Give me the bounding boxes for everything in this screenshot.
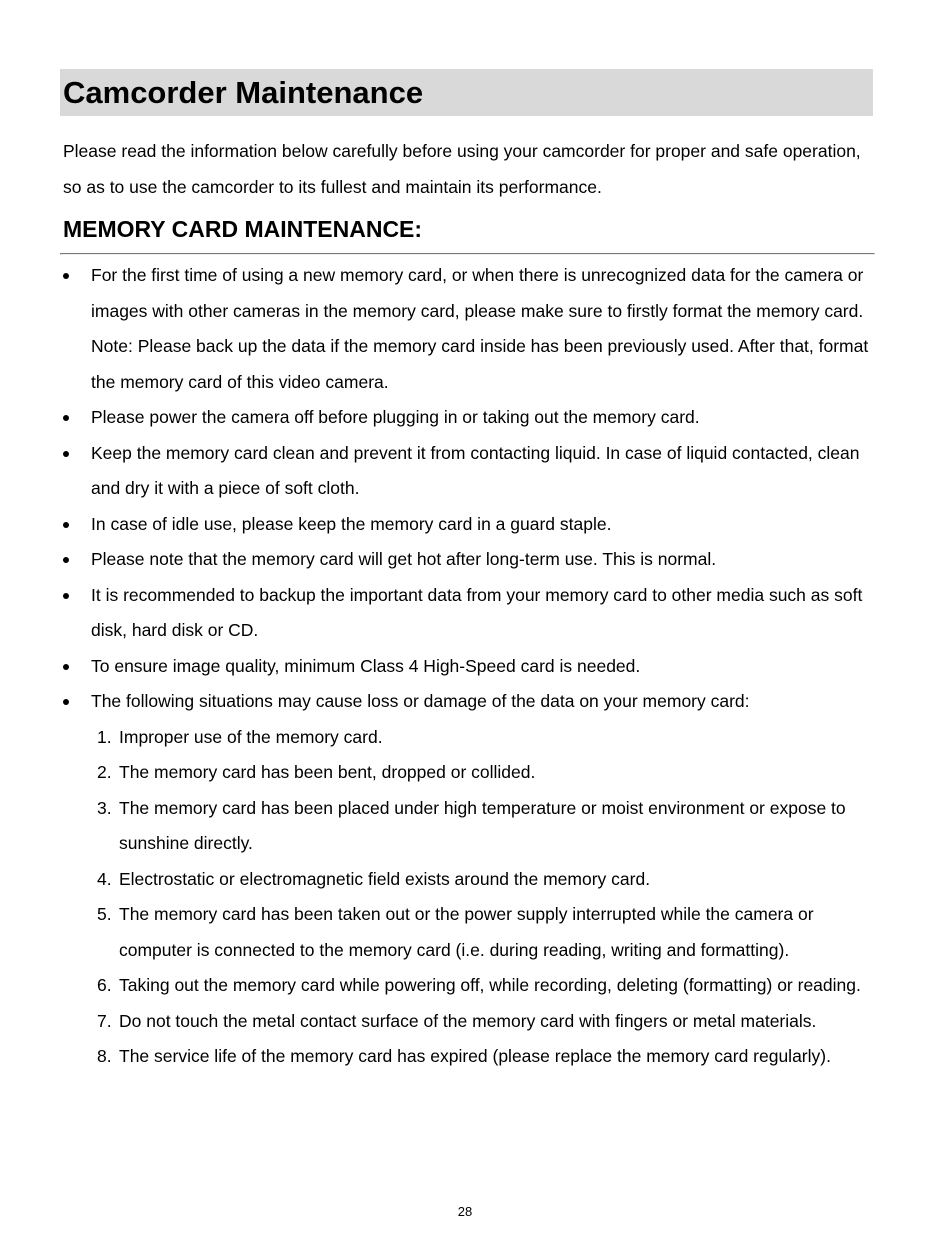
item-text: Improper use of the memory card. (119, 726, 383, 747)
bullet-item (63, 436, 878, 507)
item-text: The memory card has been placed under high temperature or moist environment or expose to sunshine directly. (119, 797, 846, 853)
item-text: The memory card has been taken out or the power supply interrupted while the camera or computer is connected to the memory card (i.e. during reading, writing and formatting). (119, 904, 814, 960)
bullet-icon (63, 557, 69, 563)
item-number: 8. (97, 1046, 112, 1066)
bullet-icon (63, 415, 69, 421)
item-text: Do not touch the metal contact surface of the memory card with fingers or metal materials. (119, 1010, 817, 1031)
bullet-text: To ensure image quality, minimum Class 4 High-Speed card is needed. (91, 655, 641, 676)
bullet-text: Please power the camera off before plugging in or taking out the memory card. (91, 407, 700, 427)
item-number: 6. (97, 975, 112, 995)
bullet-icon (63, 699, 69, 705)
bullet-text: Please note that the memory card will get hot after long-term use. This is normal. (91, 549, 717, 569)
bullet-icon (63, 664, 69, 670)
bullet-item (63, 684, 878, 1075)
item-number: 3. (97, 797, 112, 818)
bullet-icon (63, 273, 69, 279)
bullet-text: In case of idle use, please keep the memory card in a guard staple. (91, 513, 612, 534)
numbered-item (91, 1004, 878, 1040)
item-number: 4. (97, 868, 112, 889)
bullet-icon (63, 593, 69, 599)
item-number: 5. (97, 904, 112, 924)
page-number: 28 (457, 1204, 473, 1219)
bullet-list (63, 258, 878, 1075)
numbered-item (91, 862, 878, 898)
bullet-text: It is recommended to backup the important data from your memory card to other media such as soft disk, hard disk or CD. (91, 584, 863, 640)
item-number: 2. (97, 762, 112, 782)
section-heading: MEMORY CARD MAINTENANCE: (63, 216, 423, 242)
bullet-item (63, 507, 878, 543)
item-number: 1. (97, 726, 112, 747)
numbered-item (91, 897, 878, 968)
numbered-list (91, 720, 878, 1075)
bullet-note: Note: Please back up the data if the memory card inside has been previously used. After that, format the memory card of this video camera. (91, 336, 869, 392)
numbered-item (91, 968, 878, 1004)
page-title: Camcorder Maintenance (63, 75, 424, 110)
bullet-text: Keep the memory card clean and prevent it from contacting liquid. In case of liquid contacted, clean and dry it with a piece of soft cloth. (91, 442, 860, 498)
numbered-item (91, 720, 878, 756)
page-title-bar (60, 69, 873, 116)
numbered-item (91, 1039, 878, 1075)
bullet-text: The following situations may cause loss or damage of the data on your memory card: (91, 691, 750, 711)
bullet-item (63, 542, 878, 578)
bullet-icon (63, 522, 69, 528)
item-text: Taking out the memory card while powering off, while recording, deleting (formatting) or reading. (119, 975, 861, 995)
item-number: 7. (97, 1010, 112, 1031)
bullet-text: For the first time of using a new memory card, or when there is unrecognized data for the camera or images with other cameras in the memory card, please make sure to firstly format the memory card. (91, 265, 864, 321)
numbered-item (91, 755, 878, 791)
bullet-item (63, 649, 878, 685)
bullet-item (63, 578, 878, 649)
bullet-item (63, 400, 878, 436)
item-text: Electrostatic or electromagnetic field exists around the memory card. (119, 868, 651, 889)
item-text: The service life of the memory card has expired (please replace the memory card regularly). (119, 1046, 831, 1066)
section-divider (60, 253, 875, 255)
bullet-item (63, 258, 878, 400)
item-text: The memory card has been bent, dropped or collided. (119, 762, 536, 782)
bullet-icon (63, 451, 69, 457)
numbered-item (91, 791, 878, 862)
intro-paragraph: Please read the information below carefully before using your camcorder for proper and safe operation, so as to use the camcorder to its fullest and maintain its performance. (63, 141, 861, 197)
